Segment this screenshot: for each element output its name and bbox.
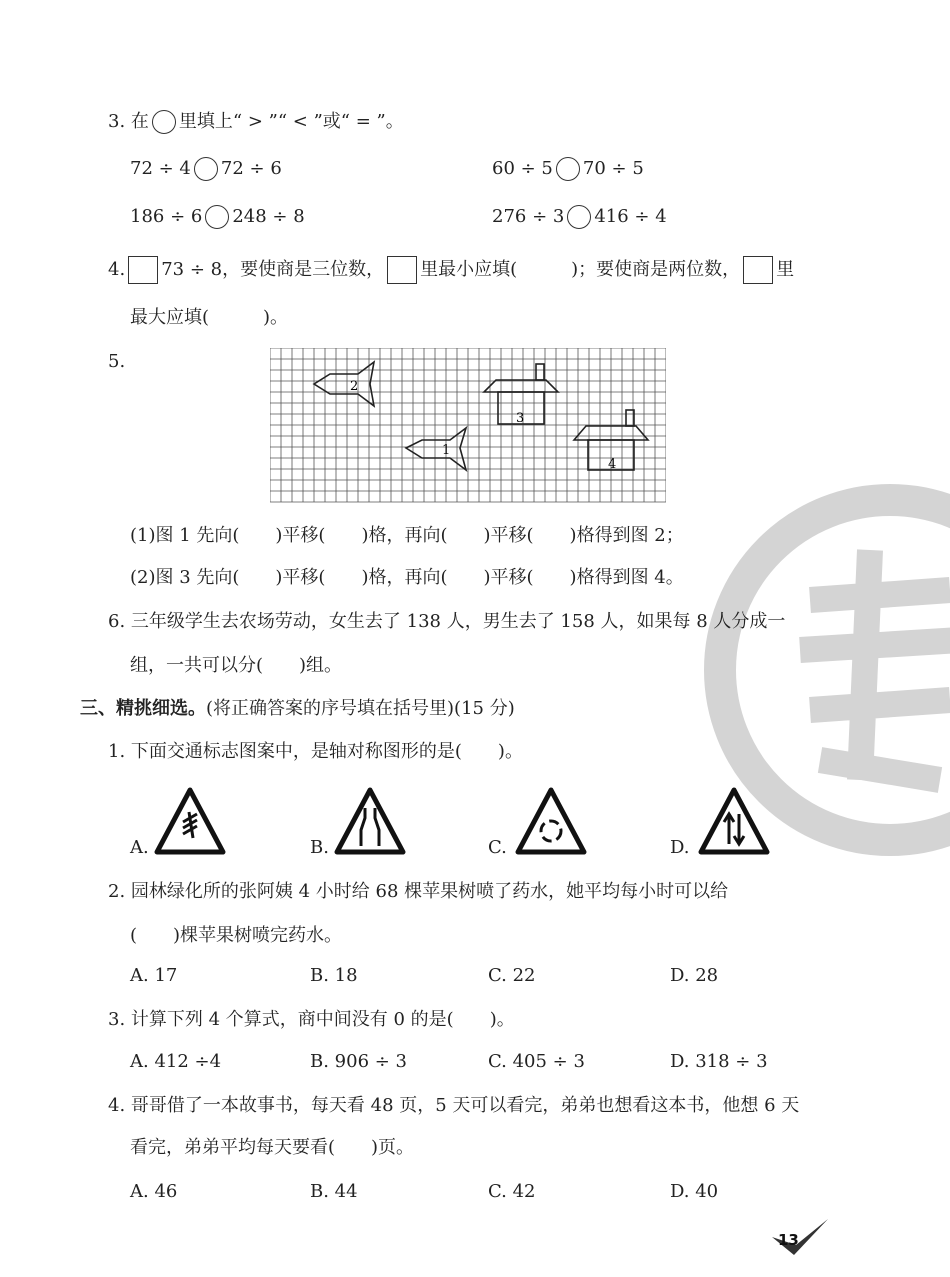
mc2-option-c[interactable]: C. 22	[488, 965, 536, 986]
q4-line2: 最大应填( )。	[130, 307, 289, 328]
figure-label: 1	[442, 443, 451, 458]
compare-circle[interactable]	[152, 110, 176, 134]
figure-label: 4	[608, 457, 617, 472]
q6-line1: 6. 三年级学生去农场劳动，女生去了 138 人，男生去了 158 人，如果每 8 人分成一	[108, 611, 786, 632]
traffic-sign-a-icon	[153, 786, 227, 856]
mc2-option-a[interactable]: A. 17	[130, 965, 178, 986]
figure-label: 3	[516, 411, 525, 426]
q3-row2-left: 186 ÷ 6 248 ÷ 8	[130, 206, 305, 227]
mc1-option-b[interactable]: B.	[310, 837, 329, 858]
mc2-stem: 2. 园林绿化所的张阿姨 4 小时给 68 棵苹果树喷了药水，她平均每小时可以给	[108, 881, 729, 902]
mc4-stem-line2: 看完，弟弟平均每天要看( )页。	[130, 1137, 415, 1158]
q4-line1: 4. 73 ÷ 8，要使商是三位数， 里最小应填( )；要使商是两位数， 里	[108, 256, 794, 284]
mc3-option-a[interactable]: A. 412 ÷4	[130, 1051, 222, 1072]
mc3-option-d[interactable]: D. 318 ÷ 3	[670, 1051, 768, 1072]
q5-number: 5.	[108, 351, 126, 372]
q5-sub1: (1)图 1 先向( )平移( )格，再向( )平移( )格得到图 2；	[130, 525, 684, 546]
answer-box[interactable]	[387, 256, 417, 284]
answer-box[interactable]	[128, 256, 158, 284]
mc2-option-d[interactable]: D. 28	[670, 965, 719, 986]
compare-circle[interactable]	[194, 157, 218, 181]
mc2-stem-line2: ( )棵苹果树喷完药水。	[130, 925, 343, 946]
q3-title: 3. 在 里填上“ > ”“ < ”或“ = ”。	[108, 111, 404, 132]
q5-sub2: (2)图 3 先向( )平移( )格，再向( )平移( )格得到图 4。	[130, 567, 684, 588]
mc1-stem: 1. 下面交通标志图案中，是轴对称图形的是( )。	[108, 741, 523, 762]
figure-label: 2	[350, 379, 359, 394]
answer-box[interactable]	[743, 256, 773, 284]
mc4-option-c[interactable]: C. 42	[488, 1181, 536, 1202]
mc4-option-d[interactable]: D. 40	[670, 1181, 719, 1202]
mc4-option-a[interactable]: A. 46	[130, 1181, 178, 1202]
q3-row1-left: 72 ÷ 4 72 ÷ 6	[130, 158, 282, 179]
mc1-option-a[interactable]: A.	[130, 837, 149, 858]
q3-row1-right: 60 ÷ 5 70 ÷ 5	[492, 158, 644, 179]
page-number: 13	[778, 1231, 799, 1249]
mc1-option-c[interactable]: C.	[488, 837, 507, 858]
mc3-option-b[interactable]: B. 906 ÷ 3	[310, 1051, 408, 1072]
mc4-option-b[interactable]: B. 44	[310, 1181, 358, 1202]
compare-circle[interactable]	[205, 205, 229, 229]
mc3-stem: 3. 计算下列 4 个算式，商中间没有 0 的是( )。	[108, 1009, 515, 1030]
mc1-option-d[interactable]: D.	[670, 837, 690, 858]
compare-circle[interactable]	[556, 157, 580, 181]
mc4-stem: 4. 哥哥借了一本故事书，每天看 48 页，5 天可以看完，弟弟也想看这本书，他想 6 天	[108, 1095, 800, 1116]
section-3-heading: 三、精挑细选。(将正确答案的序号填在括号里)(15 分)	[80, 698, 515, 719]
q3-row2-right: 276 ÷ 3 416 ÷ 4	[492, 206, 667, 227]
traffic-sign-b-icon	[333, 786, 407, 856]
traffic-sign-c-icon	[514, 786, 588, 856]
figure-2-rocket	[314, 362, 374, 406]
grid-figure	[270, 348, 666, 504]
compare-circle[interactable]	[567, 205, 591, 229]
mc3-option-c[interactable]: C. 405 ÷ 3	[488, 1051, 585, 1072]
q6-line2: 组，一共可以分( )组。	[130, 655, 343, 676]
mc2-option-b[interactable]: B. 18	[310, 965, 358, 986]
traffic-sign-d-icon	[697, 786, 771, 856]
